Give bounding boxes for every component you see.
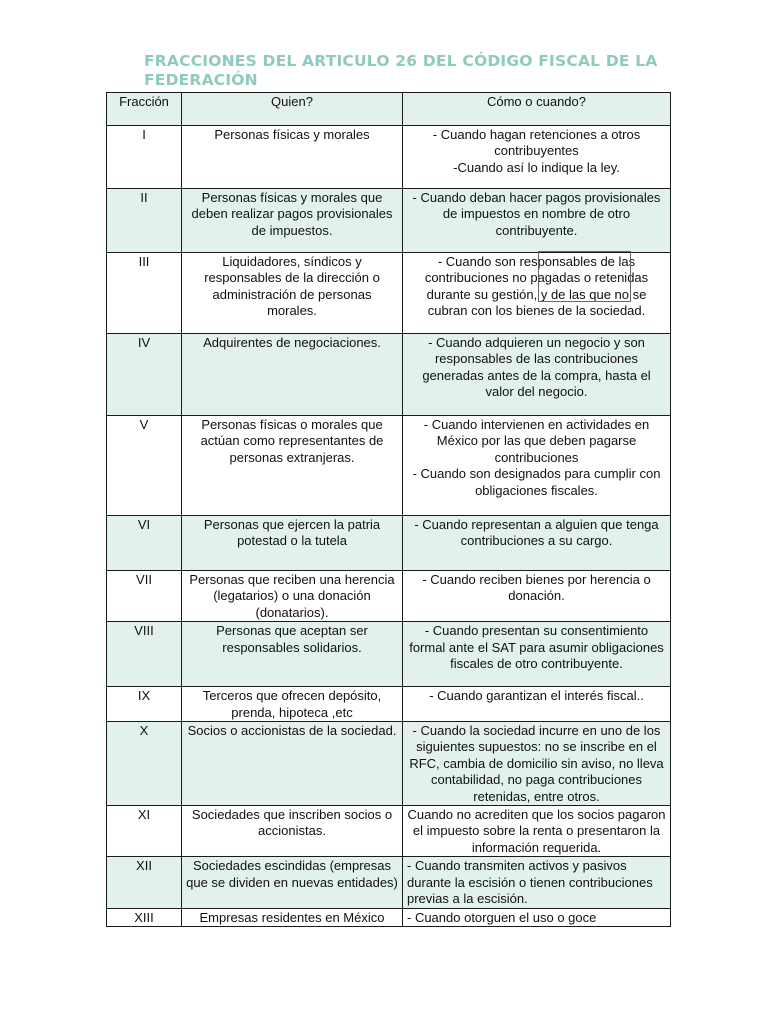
document-title: FRACCIONES DEL ARTICULO 26 DEL CÓDIGO FISCAL DE LA FEDERACIÓN xyxy=(144,52,658,89)
cell-fraccion: V xyxy=(107,416,182,516)
table-row xyxy=(107,416,671,516)
cell-como-line: Cuando no acrediten que los socios pagaron el impuesto sobre la renta o presentaron la información requerida. xyxy=(407,807,666,855)
cell-quien: Personas físicas y morales que deben realizar pagos provisionales de impuestos. xyxy=(182,189,403,253)
table-row xyxy=(107,908,671,926)
cell-como-line: - Cuando transmiten activos y pasivos durante la escisión o tienen contribuciones previas a la escisión. xyxy=(407,858,653,907)
table-row xyxy=(107,126,671,189)
cell-quien: Personas que aceptan ser responsables solidarios. xyxy=(182,622,403,687)
table-row xyxy=(107,622,671,687)
cell-como-line: - Cuando son designados para cumplir con obligaciones fiscales. xyxy=(412,466,661,498)
cell-como-line: - Cuando la sociedad incurre en uno de los siguientes supuestos: no se inscribe en el RFC, cambia de domicilio sin aviso, no lleva contabilidad, no paga contribuciones retenidas, entre otros. xyxy=(409,723,664,804)
cell-quien: Sociedades que inscriben socios o accionistas. xyxy=(182,806,403,857)
cell-como-line: - Cuando garantizan el interés fiscal.. xyxy=(429,688,644,704)
cell-como xyxy=(403,722,671,806)
cell-como-line: - Cuando hagan retenciones a otros contribuyentes xyxy=(432,127,641,159)
cell-como-line: - Cuando intervienen en actividades en México por las que deben pagarse contribuciones xyxy=(423,417,650,465)
cell-como-line: - Cuando deban hacer pagos provisionales de impuestos en nombre de otro contribuyente. xyxy=(412,190,661,238)
cell-fraccion: X xyxy=(107,722,182,806)
table-header-row xyxy=(107,93,671,126)
cell-como xyxy=(403,857,671,908)
cell-como xyxy=(403,687,671,722)
table-row xyxy=(107,516,671,571)
cell-como xyxy=(403,253,671,334)
cell-como-line: - Cuando reciben bienes por herencia o donación. xyxy=(422,572,651,604)
cell-fraccion: I xyxy=(107,126,182,189)
cell-quien: Personas físicas o morales que actúan como representantes de personas extranjeras. xyxy=(182,416,403,516)
cell-fraccion: VII xyxy=(107,571,182,622)
cell-quien: Personas que ejercen la patria potestad o la tutela xyxy=(182,516,403,571)
cell-como xyxy=(403,189,671,253)
cell-quien: Terceros que ofrecen depósito, prenda, hipoteca ,etc xyxy=(182,687,403,722)
cell-como xyxy=(403,126,671,189)
header-quien: Quien? xyxy=(182,93,403,126)
cell-fraccion: XIII xyxy=(107,908,182,926)
cell-fraccion: II xyxy=(107,189,182,253)
cell-como-line: -Cuando así lo indique la ley. xyxy=(453,159,620,175)
table-row xyxy=(107,687,671,722)
cell-como-line: - Cuando representan a alguien que tenga contribuciones a su cargo. xyxy=(414,517,659,549)
cell-como xyxy=(403,334,671,416)
table-row xyxy=(107,334,671,416)
cell-quien: Sociedades escindidas (empresas que se dividen en nuevas entidades) xyxy=(182,857,403,908)
cell-como-line: - Cuando otorguen el uso o goce xyxy=(407,909,597,925)
cell-fraccion: III xyxy=(107,253,182,334)
cell-quien: Liquidadores, síndicos y responsables de la dirección o administración de personas morales. xyxy=(182,253,403,334)
cell-como xyxy=(403,622,671,687)
cell-como xyxy=(403,806,671,857)
cell-quien: Adquirentes de negociaciones. xyxy=(182,334,403,416)
header-como: Cómo o cuando? xyxy=(403,93,671,126)
table-row xyxy=(107,189,671,253)
table-row xyxy=(107,253,671,334)
document-title-wrapper xyxy=(144,52,664,89)
cell-como xyxy=(403,416,671,516)
cell-como-line: - Cuando son responsables de las contribuciones no pagadas o retenidas durante su gestión, y de las que no se cubran con los bienes de la sociedad. xyxy=(424,254,649,319)
cell-fraccion: IV xyxy=(107,334,182,416)
cell-como-line: - Cuando presentan su consentimiento formal ante el SAT para asumir obligaciones fiscales de otro contribuyente. xyxy=(409,623,664,672)
table-row xyxy=(107,806,671,857)
cell-quien: Personas físicas y morales xyxy=(182,126,403,189)
cell-quien: Empresas residentes en México xyxy=(182,908,403,926)
fracciones-table xyxy=(106,92,671,927)
table-row xyxy=(107,857,671,908)
cell-como xyxy=(403,571,671,622)
table-row xyxy=(107,571,671,622)
cell-quien: Socios o accionistas de la sociedad. xyxy=(182,722,403,806)
table-row xyxy=(107,722,671,806)
cell-como-line: - Cuando adquieren un negocio y son responsables de las contribuciones generadas antes de la compra, hasta el valor del negocio. xyxy=(422,335,651,400)
cell-fraccion: VI xyxy=(107,516,182,571)
cell-fraccion: XI xyxy=(107,806,182,857)
cell-quien: Personas que reciben una herencia (legatarios) o una donación (donatarios). xyxy=(182,571,403,622)
cell-como xyxy=(403,908,671,926)
cell-fraccion: XII xyxy=(107,857,182,908)
header-fraccion: Fracción xyxy=(107,93,182,126)
cell-fraccion: IX xyxy=(107,687,182,722)
cell-fraccion: VIII xyxy=(107,622,182,687)
cell-como xyxy=(403,516,671,571)
